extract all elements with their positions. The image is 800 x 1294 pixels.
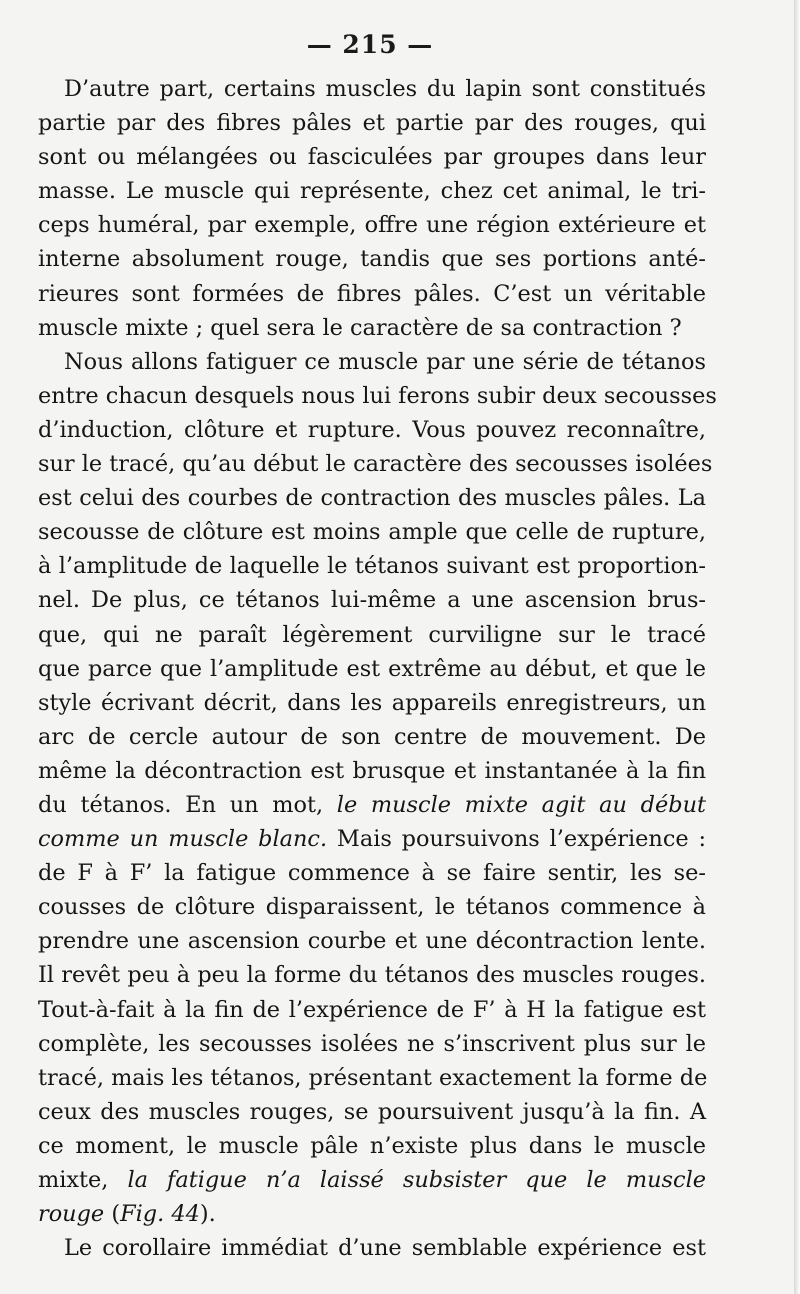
paragraph (38, 72, 706, 345)
text-line: entre chacun desquels nous lui ferons subir deux secousses (38, 382, 717, 409)
text-line: secousse de clôture est moins ample que celle de rupture, (38, 519, 706, 546)
text-line (38, 1163, 706, 1197)
text-line: muscle mixte ; quel sera le caractère de sa contraction ? (38, 314, 682, 341)
text-segment: du tétanos. En un mot, (38, 791, 337, 818)
text-line: arc de cercle autour de son centre de mouvement. De (38, 723, 706, 750)
text-line: ceux des muscles rouges, se poursuivent jusqu’à la fin. A (38, 1098, 706, 1125)
italic-text: rouge (38, 1201, 105, 1228)
text-line: sur le tracé, qu’au début le caractère des secousses isolées (38, 451, 713, 478)
text-line: sont ou mélangées ou fasciculées par groupes dans leur (38, 144, 706, 171)
page-edge (794, 0, 800, 1294)
text-line: Tout-à-fait à la fin de l’expérience de F’ à H la fatigue est (38, 996, 706, 1023)
body-text (38, 72, 717, 1265)
text-line: D’autre part, certains muscles du lapin sont constitués (64, 76, 706, 102)
page-number: — 215 — (306, 30, 434, 59)
text-line (38, 788, 706, 822)
text-line: même la décontraction est brusque et instantanée à la fin (38, 757, 706, 784)
text-line: d’induction, clôture et rupture. Vous pouvez reconnaître, (38, 416, 706, 443)
text-line: rieures sont formées de fibres pâles. C’est un véritable (38, 280, 706, 307)
text-line: cousses de clôture disparaissent, le tétanos commence à (38, 894, 706, 921)
text-line: complète, les secousses isolées ne s’inscrivent plus sur le (38, 1030, 706, 1057)
text-line: style écrivant décrit, dans les appareils enregistreurs, un (38, 689, 706, 716)
text-line: ce moment, le muscle pâle n’existe plus dans le muscle (38, 1132, 706, 1159)
text-line: ceps huméral, par exemple, offre une région extérieure et (38, 212, 706, 239)
text-segment: mixte, (38, 1167, 128, 1193)
text-line (38, 1197, 706, 1231)
paragraph (38, 345, 717, 1231)
text-line: est celui des courbes de contraction des muscles pâles. La (38, 485, 706, 512)
text-line: que parce que l’amplitude est extrême au début, et que le (38, 655, 706, 682)
italic-text: le muscle mixte agit au début (336, 791, 706, 818)
text-line: nel. De plus, ce tétanos lui-même a une ascension brus- (38, 587, 706, 614)
text-line: masse. Le muscle qui représente, chez cet animal, le tri- (38, 178, 706, 205)
text-segment: ). (199, 1201, 216, 1228)
text-line: tracé, mais les tétanos, présentant exactement la forme de (38, 1064, 708, 1091)
text-line: partie par des fibres pâles et partie par des rouges, qui (38, 110, 706, 137)
italic-text: la fatigue n’a laissé subsister que le muscle (127, 1167, 706, 1193)
italic-text: comme un muscle blanc. (38, 826, 328, 853)
text-segment: Mais poursuivons l’expérience : (327, 826, 706, 853)
text-line: interne absolument rouge, tandis que ses portions anté- (38, 246, 706, 273)
text-line: Il revêt peu à peu la forme du tétanos des muscles rouges. (38, 962, 706, 989)
text-line: prendre une ascension courbe et une décontraction lente. (38, 928, 706, 955)
text-line (38, 822, 706, 856)
text-line: Nous allons fatiguer ce muscle par une série de tétanos (64, 348, 706, 375)
italic-text: Fig. 44 (120, 1201, 200, 1228)
text-line: Le corollaire immédiat d’une semblable expérience est (64, 1235, 706, 1262)
text-segment: ( (104, 1201, 121, 1228)
text-line: à l’amplitude de laquelle le tétanos suivant est proportion- (38, 553, 706, 580)
text-line: de F à F’ la fatigue commence à se faire sentir, les se- (38, 860, 706, 887)
text-line: que, qui ne paraît légèrement curviligne sur le tracé (38, 621, 706, 648)
paragraph (38, 1231, 706, 1265)
